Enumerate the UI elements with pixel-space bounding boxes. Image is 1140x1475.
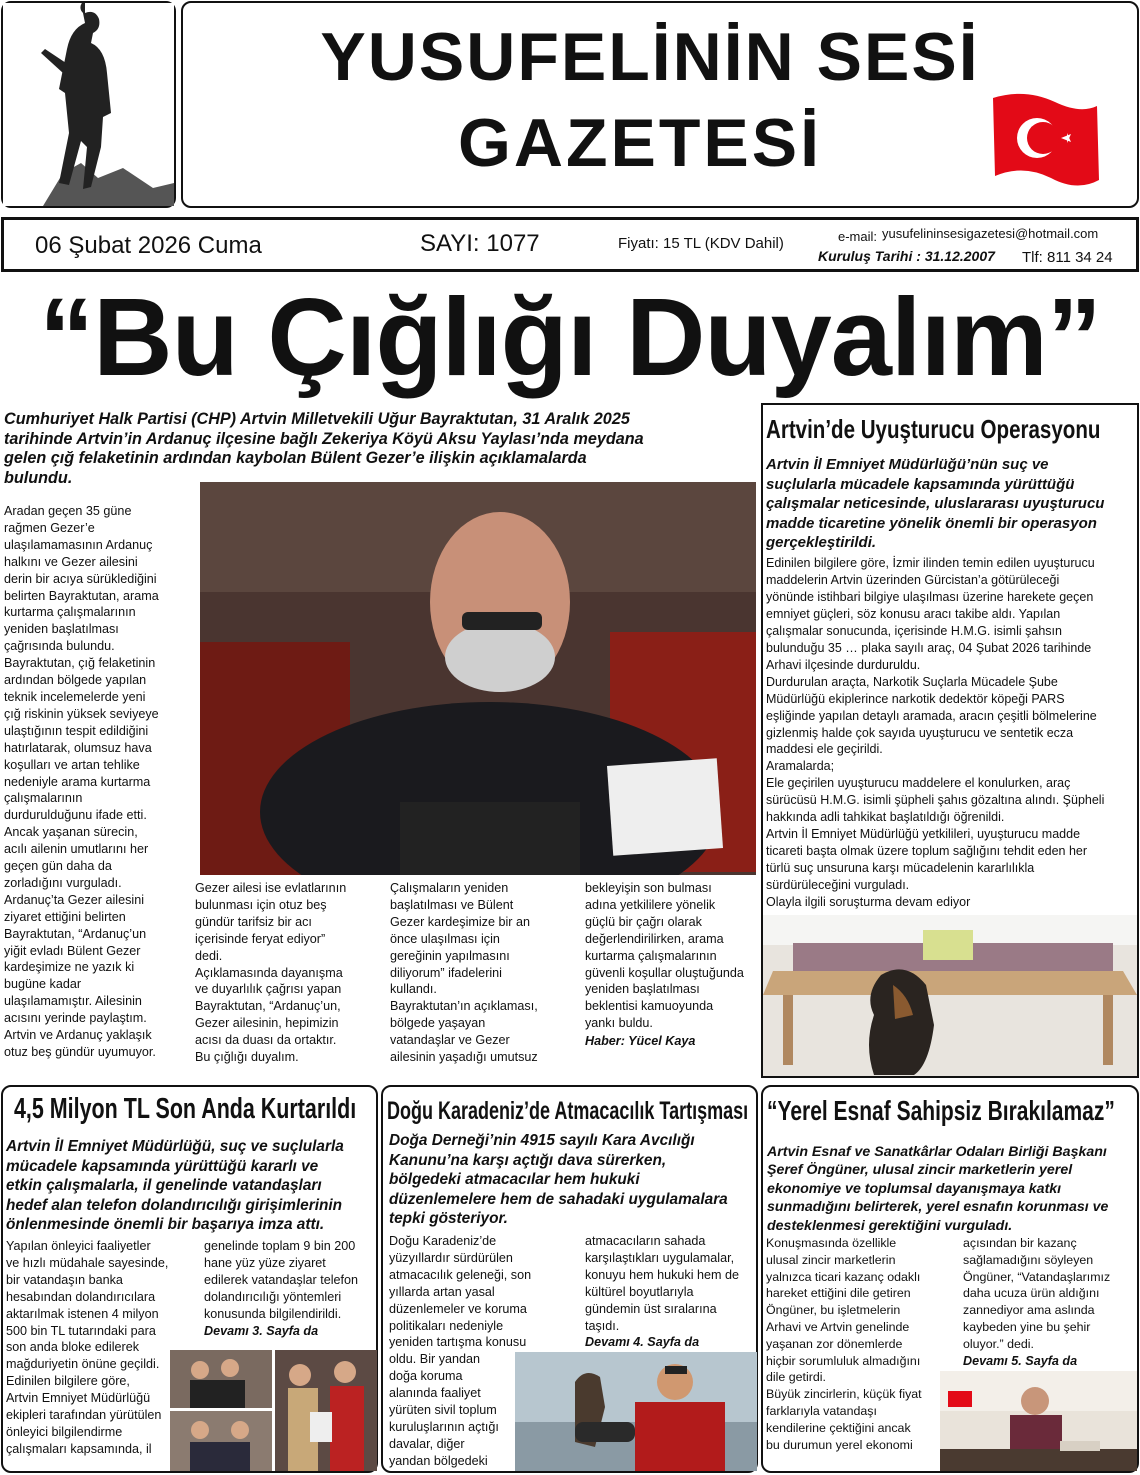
phone-number: Tlf: 811 34 24	[1022, 249, 1113, 266]
fraud-story-column-1: Yapılan önleyici faaliyetler ve hızlı müdahale sayesinde, bir vatandaşın banka hesabından dolandırıcılara aktarılmak istenen 4 milyon 500 bin TL tutarındaki para son anda bloke edilerek mağduriyetin önüne geçildi. Edinilen bilgilere göre, Artvin Emniyet Müdürlüğü ekipleri tarafından yürütülen önleyici bilgilendirme çalışmaları kapsamında, il	[6, 1239, 169, 1456]
fraud-story-continued: Devamı 3. Sayfa da	[204, 1324, 319, 1338]
falconer-photo	[515, 1352, 757, 1471]
police-visit-photos	[170, 1350, 377, 1471]
issue-date: 06 Şubat 2026 Cuma	[35, 232, 262, 259]
email-address[interactable]: yusufelininsesigazetesi@hotmail.com	[882, 226, 1099, 241]
falcon-story-title: Doğu Karadeniz’de Atmacacılık Tartışması	[387, 1097, 749, 1125]
drug-story-body: Edinilen bilgilere göre, İzmir ilinden temin edilen uyuşturucu maddelerin Artvin üzerinden Gürcistan’a götürüleceği yönünde istihbari bilgiye ulaşılması üzerine harekete geçen emniyet güçleri, söz konusu aracı takibe aldı. Yapılan çalışmalar sonucunda, içerisinde H.M.G. isimli şahsın bulunduğu 35 … plaka sayılı araç, 04 Şubat 2026 tarihinde Arhavi ilçesinde durduruldu. Durdurulan araçta, Narkotik Suçlarla Mücadele Şube Müdürlüğü ekiplerince narkotik dedektör köpeği PARS eşliğinde yapılan detaylı aramada, aracın çeşitli bölmelerine gizlenmiş halde çok sayıda uyuşturucu ve sentetik ecza maddesi ele geçirildi. Aramalarda; Ele geçirilen uyuşturucu maddelere el konulurken, araç sürücüsü H.M.G. isimli şüpheli şahıs gözaltına alındı. Şüpheli hakkında adli tahkikat başlatıldığı öğrenildi. Artvin İl Emniyet Müdürlüğü yetkilileri, uyuşturucu madde ticareti başta olmak üzere toplum sağlığını tehdit eden her türlü suç unsuruna karşı mücadelenin kararlılıkla sürdürüleceğini vurguladı. Olayla ilgili soruşturma devam ediyor	[766, 556, 1105, 910]
shop-story-column-1: Konuşmasında özellikle ulusal zincir marketlerin yalnızca ticari kazanç odaklı hareket ettiğini dile getiren Öngüner, bu işletmelerin Arhavi ve Artvin genelinde yaşanan zor dönemlerde hiçbir sorumluluk almadığını dile getirdi. Büyük zincirlerin, küçük fiyat farklarıyla vatandaşı kendilerine çektiğini ancak bu durumun yerel ekonomi	[766, 1236, 922, 1452]
main-story-byline: Haber: Yücel Kaya	[585, 1034, 696, 1048]
fraud-story-column-2: genelinde toplam 9 bin 200 hane yüz yüze ziyaret edilerek vatandaşlar telefon dolandırıcılığı yöntemleri konusunda bilgilendirildi.	[204, 1239, 359, 1321]
newspaper-title-line1: YUSUFELİNİN SESİ	[320, 19, 980, 95]
fraud-story-title: 4,5 Milyon TL Son Anda Kurtarıldı	[14, 1093, 357, 1125]
price-label: Fiyatı: 15 TL (KDV Dahil)	[618, 235, 784, 252]
main-story-lead: Cumhuriyet Halk Partisi (CHP) Artvin Milletvekili Uğur Bayraktutan, 31 Aralık 2025 tarihinde Artvin’in Ardanuç ilçesine bağlı Zekeriya Köyü Aksu Yaylası’nda meydana gelen çığ felaketinin ardından kaybolan Bülent Gezer’e ilişkin açıklamalarda bulundu.	[4, 410, 644, 487]
main-story-column-3: Çalışmaların yeniden başlatılması ve Bülent Gezer kardeşimize bir an önce ulaşılması için gereğinin yapılmasını diliyorum” ifadelerini kullandı. Bayraktutan’ın açıklaması, bölgede yaşayan vatandaşlar ve Gezer ailesinin yaşadığı umutsuz	[390, 881, 538, 1065]
ataturk-silhouette-image	[3, 3, 174, 206]
ataturk-photo-frame	[1, 1, 176, 208]
email-label: e-mail:	[838, 229, 878, 244]
turkish-flag-icon	[985, 88, 1105, 198]
falcon-story-lead: Doğa Derneği’nin 4915 sayılı Kara Avcılığı Kanunu’na karşı açtığı dava sürerken, bölgedeki atmacacılar hem hukuki düzenlemelere hem de sahadaki uygulamalara tepki gösteriyor.	[389, 1132, 728, 1228]
main-headline: “Bu Çığlığı Duyalım”	[39, 276, 1101, 399]
newspaper-title-line2: GAZETESİ	[457, 105, 823, 181]
founded-date: Kuruluş Tarihi : 31.12.2007	[818, 248, 995, 264]
shop-story-continued: Devamı 5. Sayfa da	[963, 1354, 1078, 1368]
falcon-story-column-2: atmacacıların sahada karşılaştıkları uygulamalar, konuyu hem hukuki hem de kültürel boyutlarıyla gündemin üst sıralarına taşıdı.	[585, 1234, 740, 1333]
main-story-column-1: Aradan geçen 35 güne rağmen Gezer’e ulaşılamamasının Ardanuç halkını ve Gezer ailesini derin bir acıya sürüklediğini belirten Bayraktutan, arama kurtarma çalışmalarının yeniden başlatılması çağrısında bulundu. Bayraktutan, çığ felaketinin ardından bölgede yapılan teknik incelemelerde yeni çığ riskinin yüksek seviyeye ulaştığının tespit edildiğini hatırlatarak, olumsuz hava koşulları ve artan tehlike nedeniyle arama kurtarma çalışmalarının durdurulduğunu ifade etti. Ancak yaşanan sürecin, acılı ailenin umutlarını her geçen gün daha da zorladığını vurguladı. Ardanuç’ta Gezer ailesini ziyaret ettiğini belirten Bayraktutan, “Ardanuç’un yiğit evladı Bülent Gezer kardeşimize ne yazık ki bugüne kadar ulaşılamamıştır. Ailesinin acısını yerinde paylaştım. Artvin ve Ardanuç yaklaşık otuz beş gündür uyumuyor.	[4, 504, 159, 1059]
drug-story-lead: Artvin İl Emniyet Müdürlüğü’nün suç ve suçlularla mücadele kapsamında yürüttüğü çalışmalar neticesinde, uluslararası uyuşturucu madde ticaretine yönelik önemli bir operasyon gerçekleştirildi.	[766, 456, 1105, 551]
falcon-story-column-1: Doğu Karadeniz’de yüzyıllardır sürdürülen atmacacılık geleneği, son yıllarda artan yasal düzenlemeler ve koruma politikaları nedeniyle yeniden tartışma konusu oldu. Bir yandan doğa koruma alanında faaliyet yürüten sivil toplum kuruluşlarının açtığı davalar, diğer yandan bölgedeki	[389, 1234, 532, 1468]
main-story-column-4: bekleyişin son bulması adına yetkililere yönelik güçlü bir çağrı olarak değerlendirilirken, arama kurtarma çalışmalarının güvenli koşullar oluştuğunda yeniden başlatılması beklentisi kamuoyunda yankı buldu.	[585, 881, 744, 1031]
fraud-story-lead: Artvin İl Emniyet Müdürlüğü, suç ve suçlularla mücadele kapsamında yürüttüğü kararlı ve etkin çalışmalarla, il genelinde vatandaşları hedef alan telefon dolandırıcılığı girişimlerinin önlenmesinde önemli bir başarıya imza attı.	[6, 1138, 344, 1233]
chamber-president-photo	[940, 1371, 1137, 1471]
falcon-story-continued: Devamı 4. Sayfa da	[585, 1335, 700, 1349]
issue-number: SAYI: 1077	[420, 230, 540, 257]
shop-story-column-2: açısından bir kazanç sağlamadığını söyleyen Öngüner, “Vatandaşlarımız daha ucuza ürün aldığını zannediyor ama aslında kaybeden yine bu şehir oluyor.” dedi.	[963, 1236, 1111, 1351]
shop-story-lead: Artvin Esnaf ve Sanatkârlar Odaları Birliği Başkanı Şeref Öngüner, ulusal zincir marketlerin yerel ekonomiye ve toplumsal dayanışmaya katkı sunmadığını belirterek, yerel esnafın korunması ve desteklenmesi gerektiğini vurguladı.	[767, 1144, 1109, 1234]
drug-story-title: Artvin’de Uyuşturucu Operasyonu	[766, 414, 1101, 444]
deputy-speaking-photo	[200, 482, 756, 875]
seized-drugs-photo	[763, 915, 1137, 1076]
shop-story-title: “Yerel Esnaf Sahipsiz Bırakılamaz”	[767, 1095, 1115, 1126]
main-story-column-2: Gezer ailesi ise evlatlarının bulunması için otuz beş gündür tarifsiz bir acı içerisinde feryat ediyor” dedi. Açıklamasında dayanışma ve duyarlılık çağrısı yapan Bayraktutan, “Ardanuç’un, Gezer ailesinin, hepimizin acısı da duası da ortaktır. Bu çığlığı duyalım.	[195, 881, 347, 1065]
